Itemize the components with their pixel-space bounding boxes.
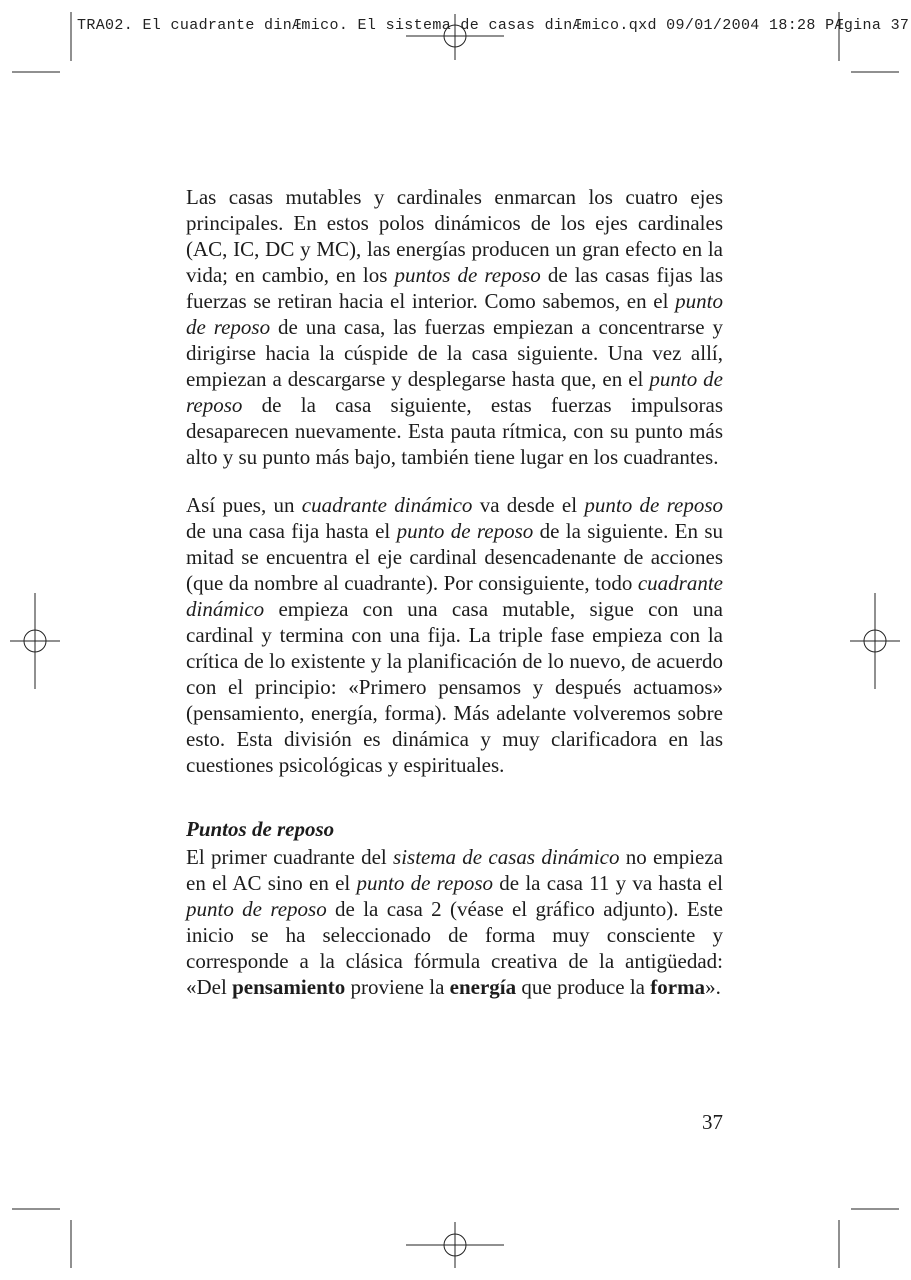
text-run: El primer cuadrante del (186, 845, 394, 869)
registration-mark-top (406, 14, 504, 60)
text-run: de la siguiente. En su mitad se encuentra el eje cardinal desencadenante de acciones (que da nombre al cuadrante). Por consiguiente, todo (186, 519, 723, 595)
italic-term: punto de reposo (186, 897, 327, 921)
page-number: 37 (702, 1110, 723, 1134)
text-run: empieza con una casa mutable, sigue con una cardinal y termina con una fija. La triple fase empieza con la crítica de lo existente y la planificación de lo nuevo, de acuerdo con el principio: «Primero pensamos y después actuamos» (pensamiento, energía, forma). Más adelante volveremos sobre esto. Esta división es dinámica y muy clarificadora en las cuestiones psicológicas y espirituales. (186, 597, 723, 777)
italic-term: punto de reposo (356, 871, 494, 895)
paragraph (186, 844, 723, 1000)
italic-term: punto de reposo (186, 289, 723, 339)
registration-mark-bottom (406, 1222, 504, 1268)
italic-term: punto de reposo (186, 367, 724, 417)
italic-term: punto de reposo (396, 519, 534, 543)
text-run: Así pues, un (186, 493, 302, 517)
paragraph (186, 492, 723, 778)
text-run: de la casa siguiente, estas fuerzas impulsoras desaparecen nuevamente. Esta pauta rítmica, con su punto más alto y su punto más bajo, también tiene lugar en los cuadrantes. (186, 393, 723, 469)
text-run: no empieza en el AC sino en el (186, 845, 724, 895)
text-run: de una casa fija hasta el (186, 519, 397, 543)
italic-term: cuadrante dinámico (301, 493, 473, 517)
text-run: ». (705, 975, 721, 999)
registration-mark-left (10, 593, 60, 689)
body-text (186, 184, 723, 1000)
italic-term: puntos de reposo (394, 263, 541, 287)
italic-term: punto de reposo (584, 493, 724, 517)
italic-term: cuadrante dinámico (186, 571, 723, 621)
text-run: proviene la (345, 975, 450, 999)
section-heading: Puntos de reposo (186, 817, 335, 841)
paragraph (186, 184, 723, 470)
text-run: de las casas fijas las fuerzas se retiran hacia el interior. Como sabemos, en el (186, 263, 723, 313)
registration-mark-right (850, 593, 900, 689)
text-run: de la casa 11 y va hasta el (493, 871, 723, 895)
print-slug-line: TRA02. El cuadrante dinÆmico. El sistema de casas dinÆmico.qxd 09/01/2004 18:28 PÆgina 37 (77, 17, 910, 34)
text-run: va desde el (472, 493, 585, 517)
text-run: Las casas mutables y cardinales enmarcan los cuatro ejes principales. En estos polos dinámicos de los ejes cardinales (AC, IC, DC y MC), las energías producen un gran efecto en la vida; en cambio, en los (186, 185, 723, 287)
bold-term: pensamiento (232, 975, 346, 999)
text-run: que produce la (516, 975, 651, 999)
italic-term: sistema de casas dinámico (393, 845, 620, 869)
text-run: de la casa 2 (véase el gráfico adjunto). Este inicio se ha seleccionado de forma muy consciente y corresponde a la clásica fórmula creativa de la antigüedad: «Del (186, 897, 723, 999)
bold-term: energía (449, 975, 517, 999)
text-run: de una casa, las fuerzas empiezan a concentrarse y dirigirse hacia la cúspide de la casa siguiente. Una vez allí, empiezan a descargarse y desplegarse hasta que, en el (186, 315, 723, 391)
bold-term: forma (650, 975, 706, 999)
